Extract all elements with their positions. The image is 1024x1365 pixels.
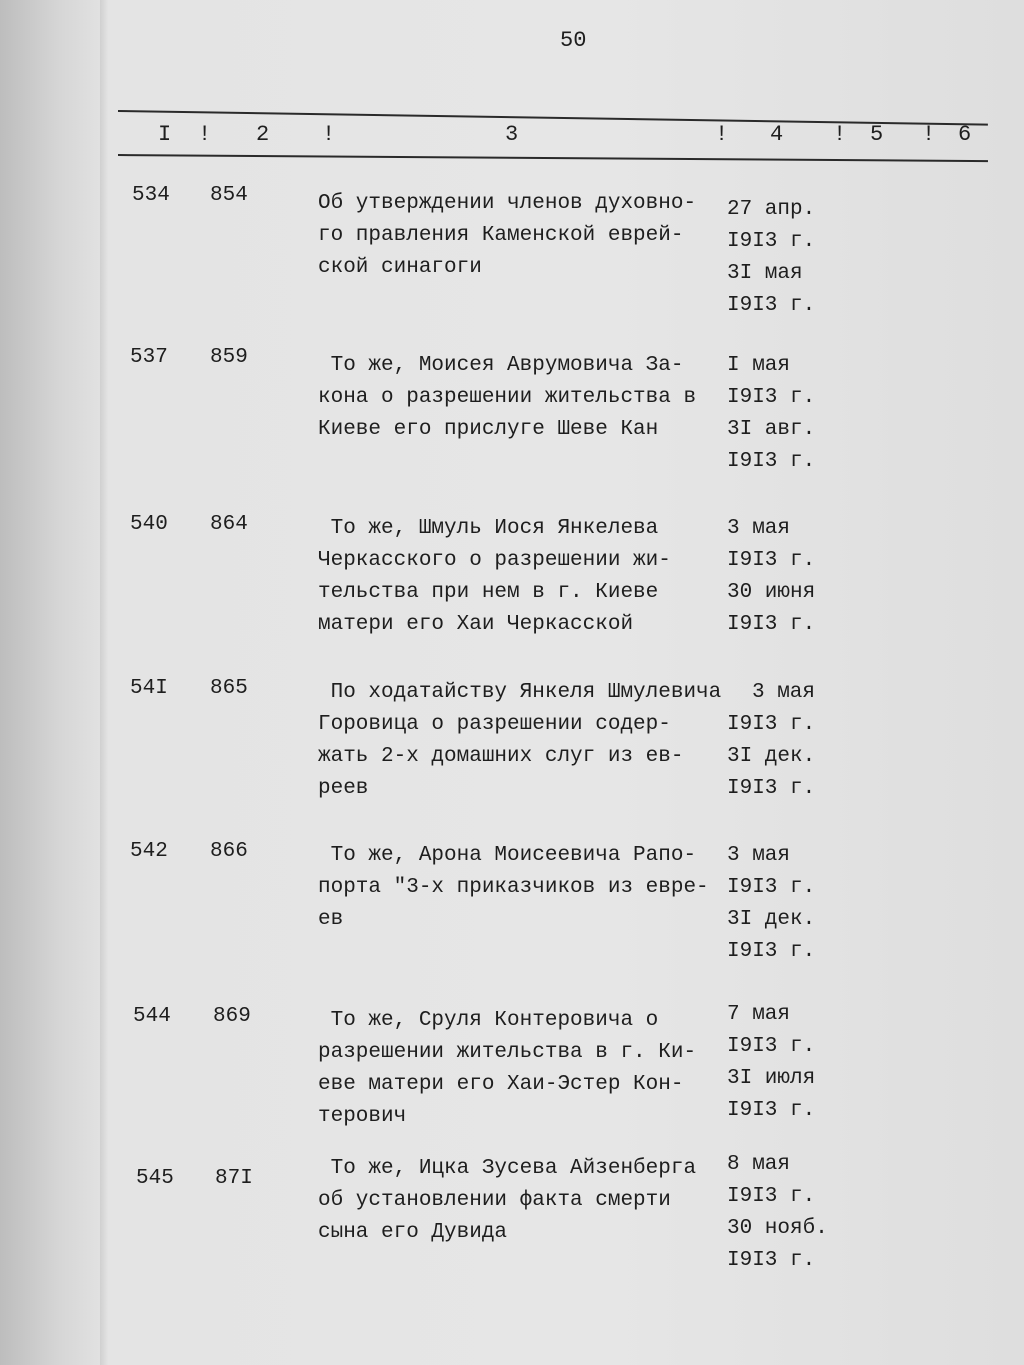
file-number: 854 <box>210 184 248 207</box>
record-number: 537 <box>130 346 168 369</box>
date-line: 3 мая <box>727 517 791 540</box>
description-line: Об утверждении членов духовно- <box>318 192 697 215</box>
description-line: ев <box>318 908 344 931</box>
date-line: I мая <box>727 354 791 377</box>
description-line: ской синагоги <box>318 256 482 279</box>
description-line: Киеве его прислуге Шеве Кан <box>318 418 659 441</box>
header-col-4: 4 <box>770 122 784 147</box>
date-line: 3I июля <box>727 1067 816 1090</box>
description-line: го правления Каменской еврей- <box>318 224 684 247</box>
date-line: I9I3 г. <box>727 1035 816 1058</box>
header-col-1: I <box>158 122 172 147</box>
file-number: 869 <box>213 1005 251 1028</box>
record-description <box>318 840 738 936</box>
record-dates <box>752 677 872 709</box>
record-number: 534 <box>132 184 170 207</box>
description-line: То же, Сруля Контеровича о <box>318 1009 659 1032</box>
page-fold-shadow <box>100 0 108 1365</box>
date-line: I9I3 г. <box>727 940 816 963</box>
date-line: I9I3 г. <box>727 713 816 736</box>
header-separator-2: ! <box>322 122 336 147</box>
record-number: 544 <box>133 1005 171 1028</box>
header-separator-5: ! <box>922 122 936 147</box>
record-description <box>318 513 738 641</box>
description-line: То же, Ицка Зусева Айзенберга <box>318 1157 697 1180</box>
file-number: 864 <box>210 513 248 536</box>
date-line: I9I3 г. <box>727 777 816 800</box>
description-line: тельства при нем в г. Киеве <box>318 581 659 604</box>
description-line: кона о разрешении жительства в <box>318 386 697 409</box>
date-line: I9I3 г. <box>727 876 816 899</box>
record-dates <box>727 840 847 968</box>
date-line: I9I3 г. <box>727 1185 816 1208</box>
record-number: 540 <box>130 513 168 536</box>
description-line: Черкасского о разрешении жи- <box>318 549 671 572</box>
date-line: 3I авг. <box>727 418 816 441</box>
header-col-5: 5 <box>870 122 884 147</box>
header-separator-3: ! <box>715 122 729 147</box>
date-line: I9I3 г. <box>727 1099 816 1122</box>
description-line: порта "3-х приказчиков из евре- <box>318 876 709 899</box>
header-col-6: 6 <box>958 122 972 147</box>
header-col-3: 3 <box>505 122 519 147</box>
record-description <box>318 1153 738 1249</box>
date-line: 30 июня <box>727 581 816 604</box>
record-number: 542 <box>130 840 168 863</box>
description-line: По ходатайству Янкеля Шмулевича <box>318 681 722 704</box>
header-separator-1: ! <box>198 122 212 147</box>
date-line: 3 мая <box>727 844 791 867</box>
description-line: реев <box>318 777 369 800</box>
date-line: I9I3 г. <box>727 1249 816 1272</box>
file-number: 87I <box>215 1167 253 1190</box>
date-line: I9I3 г. <box>727 294 816 317</box>
date-line: 3 мая <box>752 681 816 704</box>
date-line: 3I мая <box>727 262 803 285</box>
date-line: 3I дек. <box>727 908 816 931</box>
description-line: Горовица о разрешении содер- <box>318 713 671 736</box>
record-dates <box>727 999 847 1127</box>
file-number: 865 <box>210 677 248 700</box>
header-rule-bottom <box>118 154 988 162</box>
date-line: I9I3 г. <box>727 386 816 409</box>
record-description <box>318 188 738 284</box>
date-line: I9I3 г. <box>727 613 816 636</box>
date-line: 7 мая <box>727 1003 791 1026</box>
description-line: То же, Арона Моисеевича Рапо- <box>318 844 697 867</box>
record-dates-continued <box>727 709 847 805</box>
header-rule-top <box>118 110 988 126</box>
date-line: 30 нояб. <box>727 1217 828 1240</box>
date-line: I9I3 г. <box>727 450 816 473</box>
description-line: разрешении жительства в г. Ки- <box>318 1041 697 1064</box>
record-description <box>318 350 738 446</box>
date-line: I9I3 г. <box>727 549 816 572</box>
description-line: еве матери его Хаи-Эстер Кон- <box>318 1073 684 1096</box>
record-number: 54I <box>130 677 168 700</box>
file-number: 859 <box>210 346 248 369</box>
description-line: жать 2-х домашних слуг из ев- <box>318 745 684 768</box>
record-description <box>318 1005 738 1133</box>
date-line: 27 апр. <box>727 198 816 221</box>
record-dates <box>727 350 847 478</box>
record-number: 545 <box>136 1167 174 1190</box>
description-line: сына его Дувида <box>318 1221 508 1244</box>
header-col-2: 2 <box>256 122 270 147</box>
record-description <box>318 677 758 805</box>
page-number: 50 <box>560 28 587 53</box>
description-line: То же, Шмуль Иося Янкелева <box>318 517 659 540</box>
record-dates <box>727 194 847 322</box>
record-dates <box>727 513 847 641</box>
date-line: I9I3 г. <box>727 230 816 253</box>
description-line: матери его Хаи Черкасской <box>318 613 634 636</box>
description-line: об установлении факта смерти <box>318 1189 671 1212</box>
date-line: 3I дек. <box>727 745 816 768</box>
record-dates <box>727 1149 847 1277</box>
header-separator-4: ! <box>833 122 847 147</box>
description-line: То же, Моисея Аврумовича За- <box>318 354 684 377</box>
date-line: 8 мая <box>727 1153 791 1176</box>
description-line: терович <box>318 1105 407 1128</box>
file-number: 866 <box>210 840 248 863</box>
